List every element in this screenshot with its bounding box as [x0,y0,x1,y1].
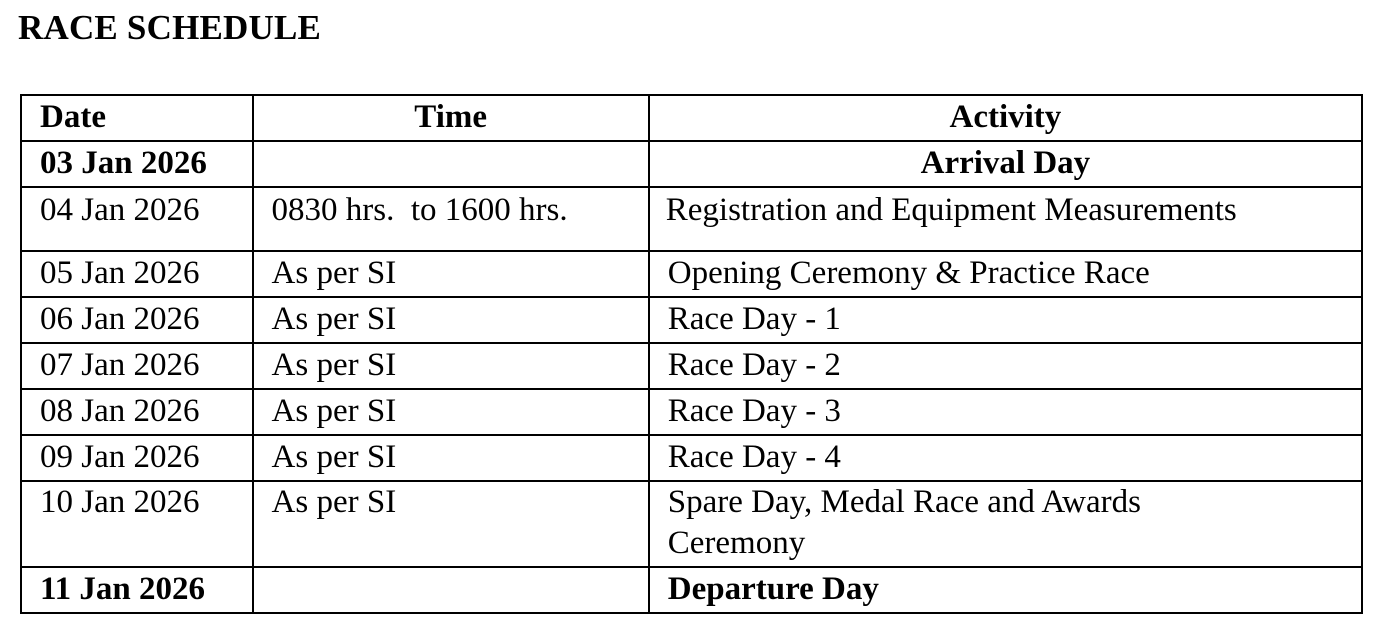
cell-time [253,141,649,187]
cell-activity: Race Day - 3 [649,389,1362,435]
cell-time: 0830 hrs. to 1600 hrs. [253,187,649,251]
cell-activity: Registration and Equipment Measurements [649,187,1362,251]
cell-activity: Departure Day [649,567,1362,613]
cell-activity: Race Day - 1 [649,297,1362,343]
header-date: Date [21,95,253,141]
cell-date: 04 Jan 2026 [21,187,253,251]
cell-date: 08 Jan 2026 [21,389,253,435]
table-row [21,343,1362,389]
cell-activity: Opening Ceremony & Practice Race [649,251,1362,297]
cell-date: 05 Jan 2026 [21,251,253,297]
cell-date: 09 Jan 2026 [21,435,253,481]
header-time: Time [253,95,649,141]
cell-time [253,567,649,613]
cell-date: 07 Jan 2026 [21,343,253,389]
cell-date: 11 Jan 2026 [21,567,253,613]
cell-time: As per SI [253,389,649,435]
cell-time: As per SI [253,435,649,481]
table-row [21,435,1362,481]
cell-date: 03 Jan 2026 [21,141,253,187]
page-title: RACE SCHEDULE [18,8,322,47]
table-row [21,567,1362,613]
cell-activity: Race Day - 4 [649,435,1362,481]
cell-time: As per SI [253,251,649,297]
cell-activity: Spare Day, Medal Race and Awards Ceremony [649,481,1362,567]
cell-activity: Arrival Day [649,141,1362,187]
cell-activity: Race Day - 2 [649,343,1362,389]
race-schedule-table [20,94,1363,614]
table-row [21,481,1362,567]
table-header-row [21,95,1362,141]
table-row [21,141,1362,187]
cell-date: 06 Jan 2026 [21,297,253,343]
table-row [21,251,1362,297]
table-row [21,187,1362,251]
cell-time: As per SI [253,297,649,343]
table-row [21,297,1362,343]
cell-time: As per SI [253,481,649,567]
cell-time: As per SI [253,343,649,389]
header-activity: Activity [649,95,1362,141]
cell-date: 10 Jan 2026 [21,481,253,567]
table-row [21,389,1362,435]
